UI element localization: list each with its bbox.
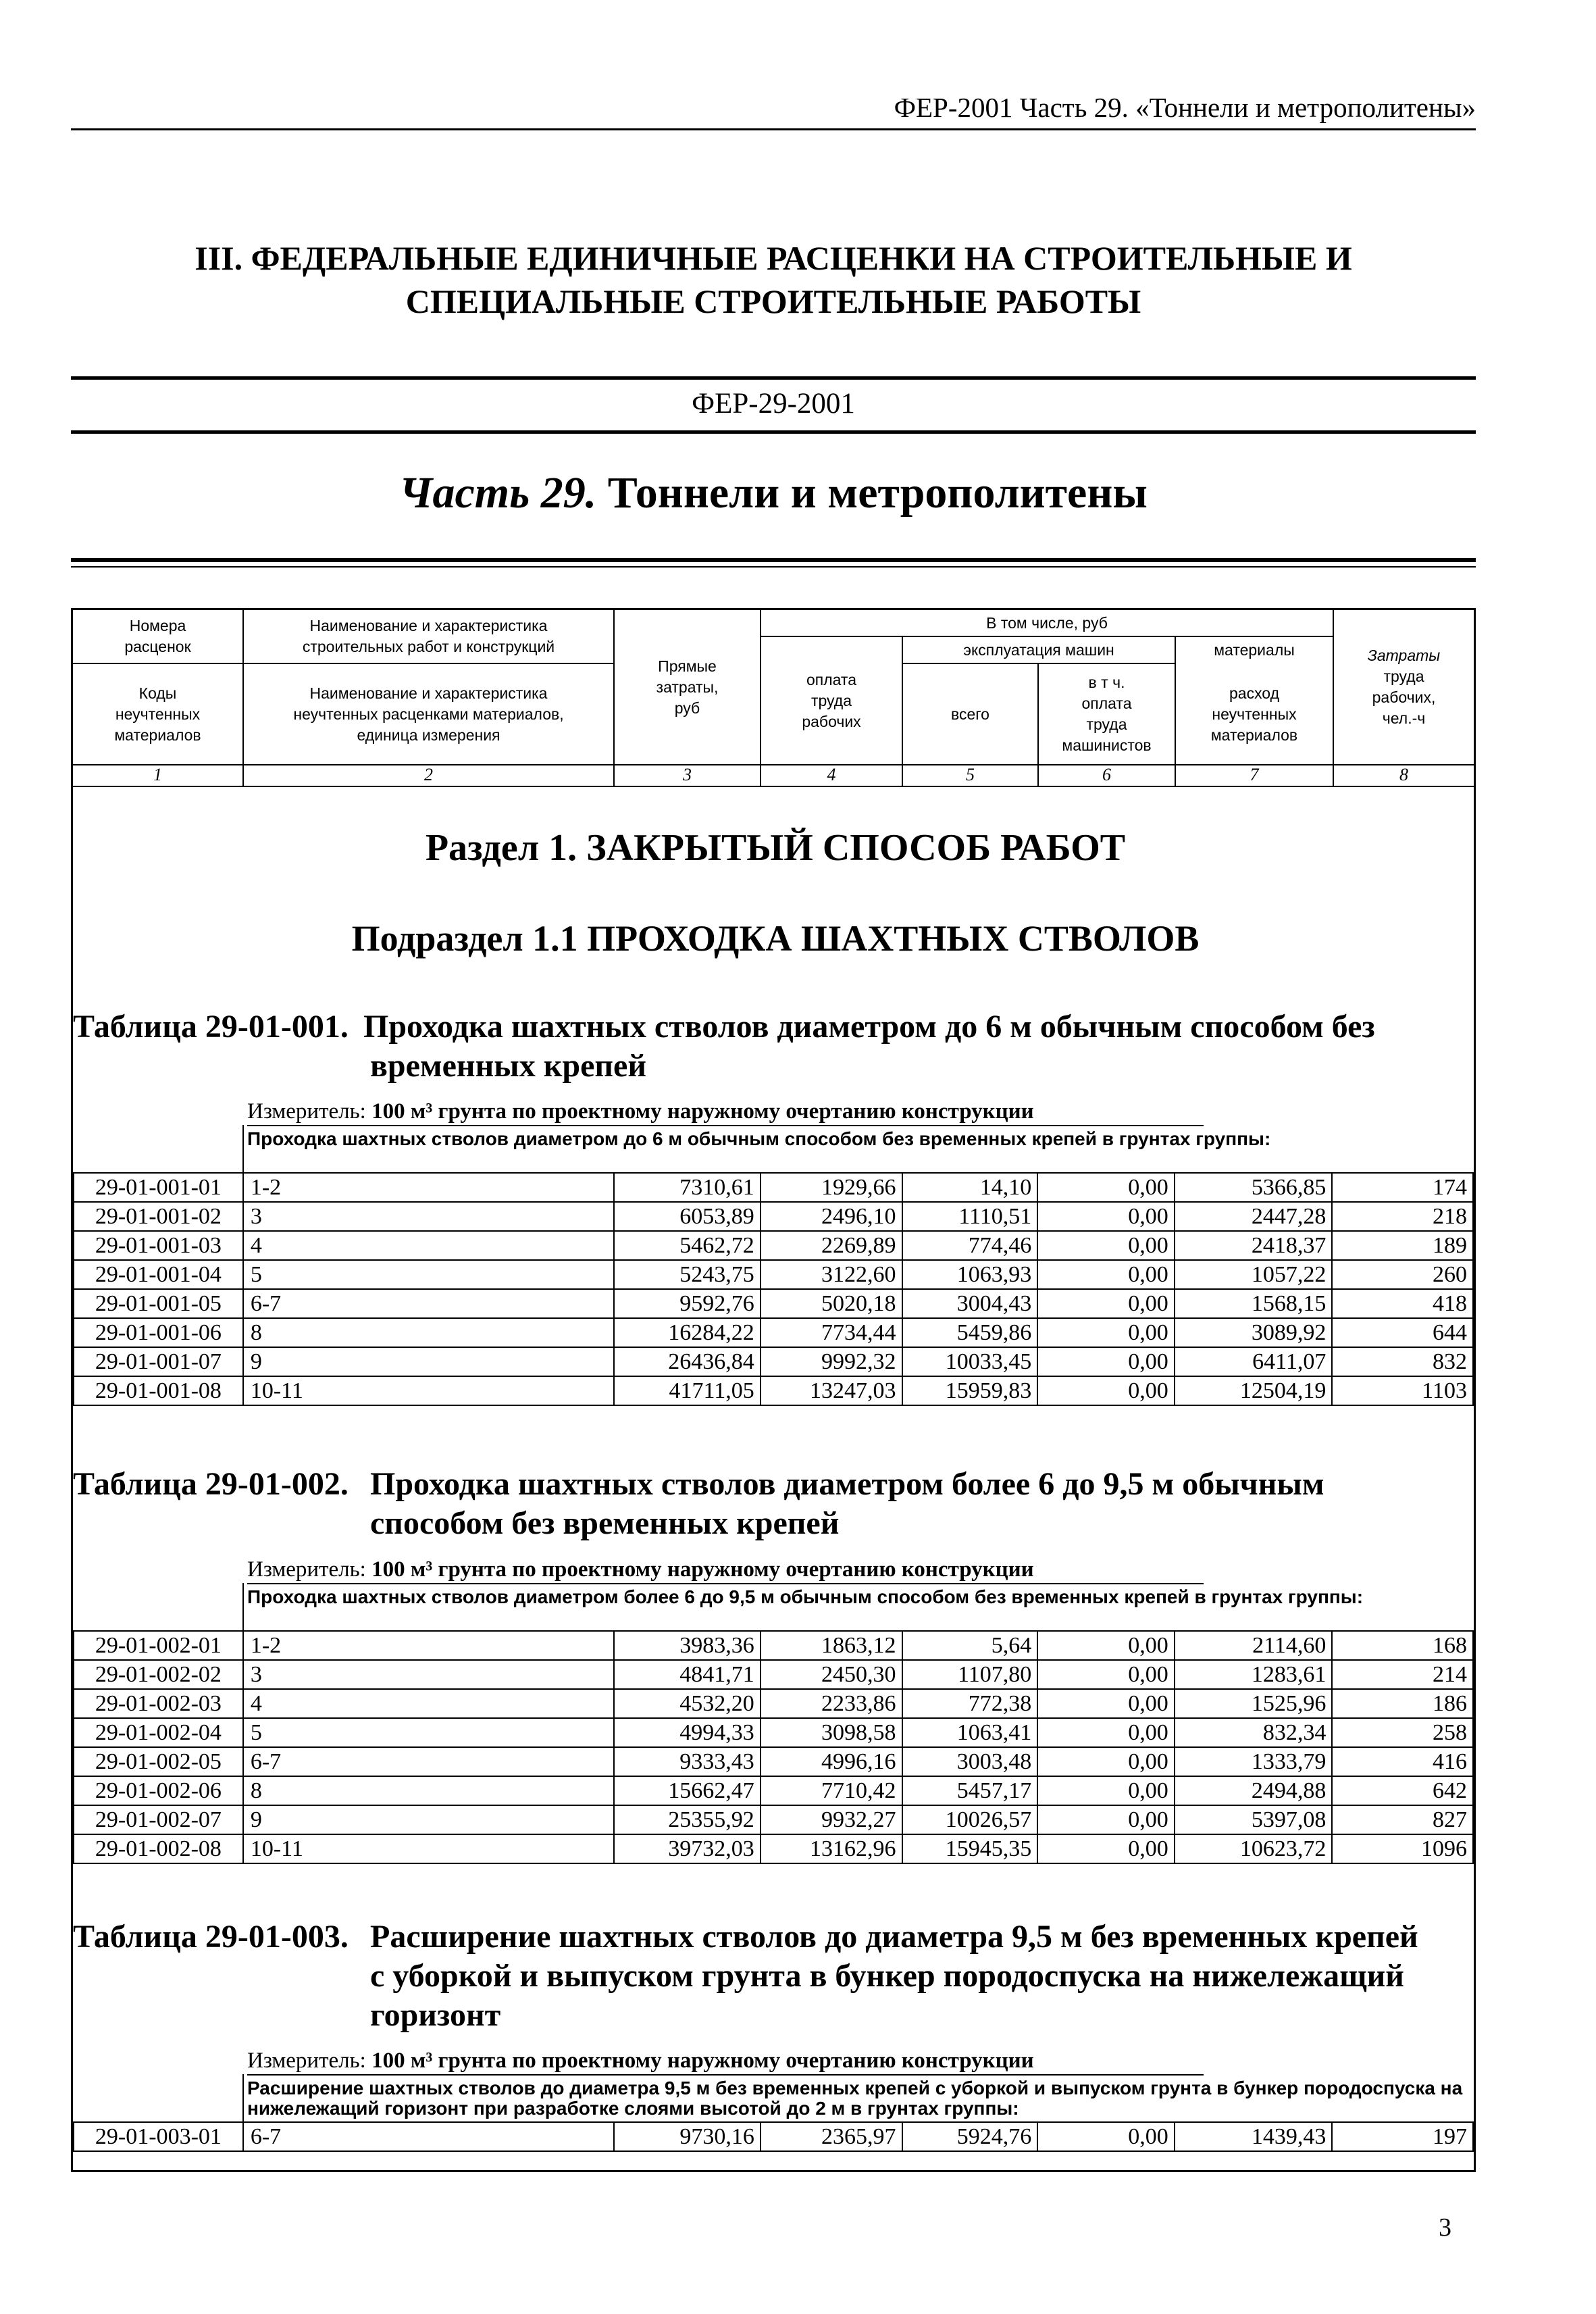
machines-total-cell: 1063,41 [902,1718,1038,1747]
group-left-border [242,1583,244,1630]
direct-costs-cell: 25355,92 [614,1805,761,1834]
operator-pay-cell: 0,00 [1037,1347,1175,1376]
measure-unit [247,1098,1034,1125]
group-caption: Проходка шахтных стволов диаметром более 6 до 9,5 м обычным способом без временных крепей в грунтах группы: [247,1586,1364,1607]
hdr-line: рабочих [802,712,861,730]
chapter-title-line-1: III. ФЕДЕРАЛЬНЫЕ ЕДИНИЧНЫЕ РАСЦЕНКИ НА СТРОИТЕЛЬНЫЕ И [195,239,1352,277]
labor-hours-cell: 174 [1332,1173,1473,1202]
measure-prefix: Измеритель: [247,1557,366,1582]
header-rule [71,128,1476,130]
rate-code-cell: 29-01-003-01 [74,2122,243,2151]
header-material-codes [73,664,242,764]
table-name: Проходка шахтных стволов диаметром более 6 до 9,5 м обычным способом без временных крепей [370,1466,1324,1541]
rate-code-cell: 29-01-001-07 [74,1347,243,1376]
table-row [74,1805,1473,1834]
collection-rule-bottom [71,430,1476,434]
operator-pay-cell: 0,00 [1037,1231,1175,1260]
table-label: Таблица 29-01-003. [73,1919,349,1955]
machines-total-cell: 3004,43 [902,1289,1038,1318]
table-row [74,1260,1473,1289]
labor-hours-cell: 832 [1332,1347,1473,1376]
operator-pay-cell: 0,00 [1037,1689,1175,1718]
direct-costs-cell: 7310,61 [614,1173,761,1202]
collection-rule-top [71,376,1476,380]
table-row [74,1289,1473,1318]
chapter-title-line-2: СПЕЦИАЛЬНЫЕ СТРОИТЕЛЬНЫЕ РАБОТЫ [405,282,1141,320]
part-rule-1 [71,558,1476,562]
operator-pay-cell: 0,00 [1037,1718,1175,1747]
hdr-line: машинистов [1062,736,1152,754]
column-number: 7 [1250,765,1259,784]
worker-pay-cell: 2269,89 [761,1231,902,1260]
operator-pay-cell: 0,00 [1037,2122,1175,2151]
machines-total-cell: 5459,86 [902,1318,1038,1347]
rate-code-cell: 29-01-001-06 [74,1318,243,1347]
part-title [71,466,1476,520]
header-direct-costs [615,610,760,764]
hdr-line: материалов [114,726,201,744]
worker-pay-cell: 7734,44 [761,1318,902,1347]
measure-text: 100 м³ грунта по проектному наружному очертанию конструкции [371,1557,1034,1582]
table-label: Таблица 29-01-001. [73,1009,349,1045]
soil-group-cell: 1-2 [243,1173,614,1202]
soil-group-cell: 5 [243,1718,614,1747]
table-name: Проходка шахтных стволов диаметром до 6 м обычным способом без временных крепей [363,1009,1375,1084]
table-row [74,1376,1473,1405]
header-including: В том числе, руб [986,613,1108,632]
operator-pay-cell: 0,00 [1037,1834,1175,1863]
labor-hours-cell: 168 [1332,1631,1473,1660]
materials-cost-cell: 5397,08 [1175,1805,1333,1834]
materials-cost-cell: 1568,15 [1175,1289,1333,1318]
measure-text: 100 м³ грунта по проектному наружному очертанию конструкции [371,2048,1034,2073]
group-caption: Проходка шахтных стволов диаметром до 6 м обычным способом без временных крепей в грунтах группы: [247,1128,1271,1149]
materials-cost-cell: 2447,28 [1175,1202,1333,1231]
header-rate-numbers [73,610,242,663]
worker-pay-cell: 5020,18 [761,1289,902,1318]
hdr-line: оплата [1081,695,1132,712]
labor-hours-cell: 197 [1332,2122,1473,2151]
hdr-line: труда [1086,715,1127,733]
worker-pay-cell: 3122,60 [761,1260,902,1289]
worker-pay-cell: 13162,96 [761,1834,902,1863]
hdr-line: материалов [1210,726,1298,744]
hdr-line: чел.-ч [1382,709,1426,727]
rates-rows [73,1172,1474,1406]
machines-total-cell: 774,46 [902,1231,1038,1260]
rate-code-cell: 29-01-002-08 [74,1834,243,1863]
machines-total-cell: 1107,80 [902,1660,1038,1689]
soil-group-cell: 10-11 [243,1834,614,1863]
hdr-line: Наименование и характеристика [309,617,548,634]
measure-prefix: Измеритель: [247,1099,366,1124]
header-hline [73,786,1474,787]
hdr-line: строительных работ и конструкций [302,638,555,655]
chapter-title [71,236,1476,323]
materials-cost-cell: 1057,22 [1175,1260,1333,1289]
direct-costs-cell: 4994,33 [614,1718,761,1747]
table-row [74,1231,1473,1260]
operator-pay-cell: 0,00 [1037,1747,1175,1776]
materials-cost-cell: 5366,85 [1175,1173,1333,1202]
soil-group-cell: 8 [243,1776,614,1805]
soil-group-cell: 4 [243,1231,614,1260]
table-row [74,1318,1473,1347]
measure-underline [247,1583,1204,1584]
direct-costs-cell: 9592,76 [614,1289,761,1318]
part-label: Часть 29. [399,468,597,518]
operator-pay-cell: 0,00 [1037,1202,1175,1231]
labor-hours-cell: 644 [1332,1318,1473,1347]
direct-costs-cell: 4532,20 [614,1689,761,1718]
header-work-name [244,610,613,663]
part-name: Тоннели и метрополитены [607,468,1148,518]
section-title: Раздел 1. ЗАКРЫТЫЙ СПОСОБ РАБОТ [425,827,1126,869]
worker-pay-cell: 9932,27 [761,1805,902,1834]
worker-pay-cell: 13247,03 [761,1376,902,1405]
soil-group-cell: 8 [243,1318,614,1347]
hdr-line: труда [1383,668,1424,685]
hdr-line: единица измерения [357,726,500,744]
soil-group-cell: 3 [243,1660,614,1689]
hdr-line: руб [674,699,700,717]
group-caption: Расширение шахтных стволов до диаметра 9,5 м без временных крепей с уборкой и выпуском грунта в бункер породоспуска на нижележащий горизонт при разработке слоями высотой до 2 м в грунтах группы: [247,2078,1463,2119]
labor-hours-cell: 418 [1332,1289,1473,1318]
soil-group-cell: 4 [243,1689,614,1718]
machines-total-cell: 1063,93 [902,1260,1038,1289]
worker-pay-cell: 2450,30 [761,1660,902,1689]
rate-code-cell: 29-01-002-02 [74,1660,243,1689]
direct-costs-cell: 26436,84 [614,1347,761,1376]
part-rule-2 [71,566,1476,568]
hdr-line: неучтенных [115,705,201,723]
worker-pay-cell: 2496,10 [761,1202,902,1231]
operator-pay-cell: 0,00 [1037,1631,1175,1660]
materials-cost-cell: 10623,72 [1175,1834,1333,1863]
materials-cost-cell: 2114,60 [1175,1631,1333,1660]
materials-cost-cell: 1525,96 [1175,1689,1333,1718]
soil-group-cell: 10-11 [243,1376,614,1405]
hdr-line: неучтенных расценками материалов, [293,705,564,723]
column-number: 8 [1399,765,1408,784]
hdr-line: оплата [806,670,857,688]
rate-code-cell: 29-01-002-03 [74,1689,243,1718]
soil-group-cell: 1-2 [243,1631,614,1660]
rate-code-cell: 29-01-001-01 [74,1173,243,1202]
operator-pay-cell: 0,00 [1037,1660,1175,1689]
labor-hours-cell: 827 [1332,1805,1473,1834]
rate-code-cell: 29-01-002-06 [74,1776,243,1805]
soil-group-cell: 6-7 [243,2122,614,2151]
machines-total-cell: 10026,57 [902,1805,1038,1834]
header-materials: материалы [1214,640,1295,659]
table-row [74,1202,1473,1231]
rate-code-cell: 29-01-001-02 [74,1202,243,1231]
soil-group-cell: 9 [243,1805,614,1834]
materials-cost-cell: 1333,79 [1175,1747,1333,1776]
machines-total-cell: 15945,35 [902,1834,1038,1863]
table-row [74,1660,1473,1689]
measure-underline [247,2074,1204,2076]
worker-pay-cell: 9992,32 [761,1347,902,1376]
machines-total-cell: 15959,83 [902,1376,1038,1405]
worker-pay-cell: 7710,42 [761,1776,902,1805]
rate-code-cell: 29-01-002-05 [74,1747,243,1776]
rate-code-cell: 29-01-002-04 [74,1718,243,1747]
hdr-line: рабочих, [1372,688,1436,706]
worker-pay-cell: 2233,86 [761,1689,902,1718]
table-row [74,1747,1473,1776]
column-number: 3 [683,765,692,784]
soil-group-cell: 3 [243,1202,614,1231]
direct-costs-cell: 6053,89 [614,1202,761,1231]
materials-cost-cell: 2494,88 [1175,1776,1333,1805]
materials-cost-cell: 1283,61 [1175,1660,1333,1689]
table-row [74,1631,1473,1660]
materials-cost-cell: 2418,37 [1175,1231,1333,1260]
subsection-title: Подраздел 1.1 ПРОХОДКА ШАХТНЫХ СТВОЛОВ [351,918,1200,959]
header-machines: эксплуатация машин [963,640,1114,659]
machines-total-cell: 14,10 [902,1173,1038,1202]
table-title [73,1465,1474,1546]
table-title [73,1007,1474,1088]
running-header: ФЕР-2001 Часть 29. «Тоннели и метрополитены» [894,92,1476,123]
materials-cost-cell: 12504,19 [1175,1376,1333,1405]
soil-group-cell: 6-7 [243,1289,614,1318]
direct-costs-cell: 5243,75 [614,1260,761,1289]
worker-pay-cell: 4996,16 [761,1747,902,1776]
table-row [74,2122,1473,2151]
measure-text: 100 м³ грунта по проектному наружному очертанию конструкции [371,1099,1034,1124]
machines-total-cell: 3003,48 [902,1747,1038,1776]
hdr-line: Наименование и характеристика [309,684,548,702]
machines-total-cell: 1110,51 [902,1202,1038,1231]
hdr-line: неучтенных [1212,705,1297,723]
header-material-name [244,664,613,764]
operator-pay-cell: 0,00 [1037,1376,1175,1405]
group-left-border [242,1125,244,1172]
hdr-line: труда [810,691,852,709]
labor-hours-cell: 189 [1332,1231,1473,1260]
direct-costs-cell: 41711,05 [614,1376,761,1405]
labor-hours-cell: 218 [1332,1202,1473,1231]
column-number: 5 [966,765,975,784]
worker-pay-cell: 3098,58 [761,1718,902,1747]
hdr-line: Коды [138,684,177,702]
table-row [74,1173,1473,1202]
machines-total-cell: 5457,17 [902,1776,1038,1805]
rate-code-cell: 29-01-001-08 [74,1376,243,1405]
operator-pay-cell: 0,00 [1037,1318,1175,1347]
direct-costs-cell: 15662,47 [614,1776,761,1805]
direct-costs-cell: 9730,16 [614,2122,761,2151]
table-row [74,1834,1473,1863]
hdr-line: в т ч. [1088,674,1125,691]
column-number: 2 [424,765,433,784]
column-number: 4 [827,765,836,784]
soil-group-cell: 5 [243,1260,614,1289]
rate-code-cell: 29-01-002-07 [74,1805,243,1834]
header-machines-total: всего [951,705,989,723]
rates-table [71,608,1476,2172]
table-label: Таблица 29-01-002. [73,1466,349,1502]
rates-rows [73,2121,1474,2152]
operator-pay-cell: 0,00 [1037,1776,1175,1805]
measure-unit [247,2047,1034,2074]
table-title [73,1917,1474,2039]
labor-hours-cell: 416 [1332,1747,1473,1776]
header-labor-costs [1334,610,1474,764]
table-row [74,1689,1473,1718]
rate-code-cell: 29-01-001-03 [74,1231,243,1260]
labor-hours-cell: 1103 [1332,1376,1473,1405]
direct-costs-cell: 39732,03 [614,1834,761,1863]
page-number: 3 [1439,2213,1451,2242]
direct-costs-cell: 5462,72 [614,1231,761,1260]
operator-pay-cell: 0,00 [1037,1260,1175,1289]
operator-pay-cell: 0,00 [1037,1173,1175,1202]
hdr-line: расход [1229,684,1280,702]
header-worker-pay [761,637,902,764]
rates-rows [73,1630,1474,1864]
header-unaccounted-materials [1176,664,1333,764]
hdr-line: Номера [129,617,186,634]
labor-hours-cell: 260 [1332,1260,1473,1289]
measure-underline [247,1125,1204,1126]
machines-total-cell: 772,38 [902,1689,1038,1718]
direct-costs-cell: 9333,43 [614,1747,761,1776]
labor-hours-cell: 642 [1332,1776,1473,1805]
machines-total-cell: 10033,45 [902,1347,1038,1376]
materials-cost-cell: 832,34 [1175,1718,1333,1747]
measure-prefix: Измеритель: [247,2048,366,2073]
hdr-line: Затраты [1367,647,1441,664]
rate-code-cell: 29-01-001-05 [74,1289,243,1318]
labor-hours-cell: 1096 [1332,1834,1473,1863]
labor-hours-cell: 186 [1332,1689,1473,1718]
worker-pay-cell: 1929,66 [761,1173,902,1202]
worker-pay-cell: 2365,97 [761,2122,902,2151]
materials-cost-cell: 3089,92 [1175,1318,1333,1347]
soil-group-cell: 9 [243,1347,614,1376]
materials-cost-cell: 1439,43 [1175,2122,1333,2151]
table-row [74,1347,1473,1376]
header-operator-pay [1039,664,1175,764]
labor-hours-cell: 214 [1332,1660,1473,1689]
direct-costs-cell: 3983,36 [614,1631,761,1660]
table-row [74,1776,1473,1805]
rate-code-cell: 29-01-001-04 [74,1260,243,1289]
soil-group-cell: 6-7 [243,1747,614,1776]
labor-hours-cell: 258 [1332,1718,1473,1747]
worker-pay-cell: 1863,12 [761,1631,902,1660]
rate-code-cell: 29-01-002-01 [74,1631,243,1660]
hdr-line: Прямые [658,657,717,675]
direct-costs-cell: 16284,22 [614,1318,761,1347]
materials-cost-cell: 6411,07 [1175,1347,1333,1376]
collection-code: ФЕР-29-2001 [692,388,855,420]
machines-total-cell: 5924,76 [902,2122,1038,2151]
hdr-line: затраты, [656,678,719,696]
table-name: Расширение шахтных стволов до диаметра 9,5 м без временных крепей с уборкой и выпуском грунта в бункер породоспуска на нижележащий горизонт [370,1919,1418,2033]
operator-pay-cell: 0,00 [1037,1805,1175,1834]
measure-unit [247,1556,1034,1583]
hdr-line: расценок [124,638,191,655]
column-number: 1 [153,765,162,784]
direct-costs-cell: 4841,71 [614,1660,761,1689]
operator-pay-cell: 0,00 [1037,1289,1175,1318]
group-left-border [242,2074,244,2121]
machines-total-cell: 5,64 [902,1631,1038,1660]
table-row [74,1718,1473,1747]
column-number: 6 [1102,765,1111,784]
